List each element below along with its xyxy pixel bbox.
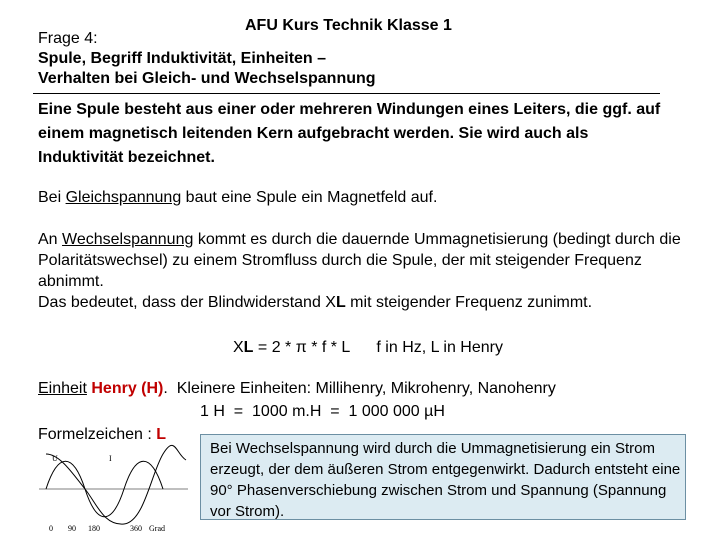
einheit-label: Einheit [38,380,87,397]
current-label: I [109,454,112,463]
header-divider [33,93,660,94]
gleich-text-after: baut eine Spule ein Magnetfeld auf. [181,189,438,206]
tick-label: 180 [88,524,100,533]
einheit-line [38,380,556,398]
henry-unit: Henry (H) [91,380,164,397]
intro-paragraph: Eine Spule besteht aus einer oder mehreren Windungen eines Leiters, die ggf. auf einem magnetisch leitenden Kern aufgebracht werden. Sie wird auch als Induktivität bezeichnet. [38,101,661,166]
unit-conversion: 1 H = 1000 m.H = 1 000 000 µH [200,403,445,420]
formula-sub: L [243,339,254,356]
reactance-formula [233,339,503,357]
current-curve [46,445,186,524]
tick-label: Grad [149,524,165,533]
tick-label: 0 [49,524,53,533]
smaller-units: . Kleinere Einheiten: Millihenry, Mikrohenry, Nanohenry [163,380,556,397]
gleichspannung-term: Gleichspannung [65,189,182,206]
blindwiderstand-text: Das bedeutet, dass der Blindwiderstand X [38,294,336,311]
wechselspannung-paragraph [38,229,698,313]
tick-label: 360 [130,524,142,533]
formelzeichen-symbol: L [156,426,167,443]
phase-shift-note: Bei Wechselspannung wird durch die Ummagnetisierung ein Strom erzeugt, der dem äußeren Strom entgegenwirkt. Dadurch entsteht eine 90° Phasenverschiebung zwischen Strom und Spannung (Spannung vor Strom). [200,434,686,520]
gleich-text-before: Bei [38,189,66,206]
blindwiderstand-text-after: mit steigender Frequenz zunimmt. [345,294,593,311]
voltage-label: U [52,454,58,463]
formula-x: X [233,339,244,356]
question-title-line2: Verhalten bei Gleich- und Wechselspannung [38,70,376,87]
wechsel-text-before: An [38,231,63,248]
tick-label: 90 [68,524,76,533]
gleichspannung-paragraph [38,187,698,208]
question-block [38,29,376,89]
formelzeichen-label: Formelzeichen : [38,426,157,443]
blindwiderstand-sub: L [335,294,346,311]
wechselspannung-term: Wechselspannung [62,231,194,248]
question-title-line1: Spule, Begriff Induktivität, Einheiten – [38,50,327,67]
wechsel-text-after: kommt es durch die dauernde Ummagnetisierung (bedingt durch die Polaritätswechsel) zu einem Stromfluss durch die Spule, der mit steigender Frequenz abnimmt. [38,231,681,290]
formula-rhs: = 2 * π * f * L [253,339,350,356]
formula-units: f in Hz, L in Henry [376,339,503,356]
page-header: AFU Kurs Technik Klasse 1 [245,17,452,34]
phase-shift-diagram [36,444,196,536]
question-number: Frage 4: [38,30,98,47]
formelzeichen-line [38,426,166,444]
